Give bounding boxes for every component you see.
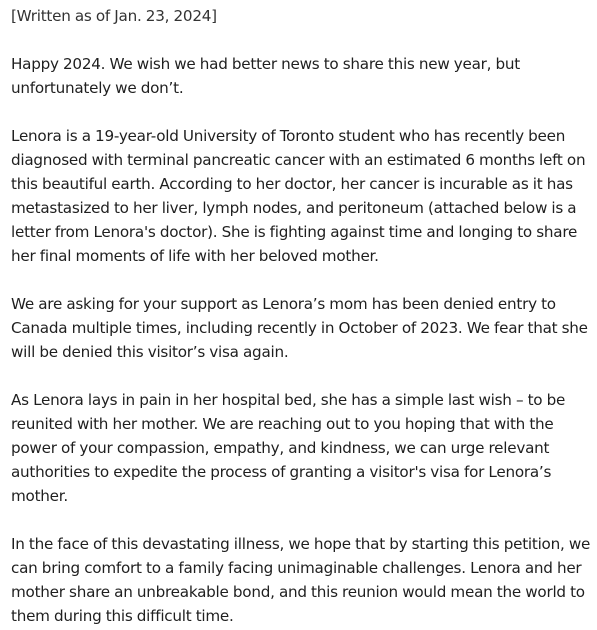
story-paragraph-closing: In the face of this devastating illness, we hope that by starting this petition, we can bring comfort to a family facing unimaginable challenges. Lenora and her mother share an unbreakable bond, and this reunion would mean the world to them during this difficult time. [11,535,591,625]
date-note: [Written as of Jan. 23, 2024] [11,7,217,25]
story-paragraph-diagnosis: Lenora is a 19-year-old University of Toronto student who has recently been diagnosed with terminal pancreatic cancer with an estimated 6 months left on this beautiful earth. According to her doctor, her cancer is incurable as it has metastasized to her liver, lymph nodes, and peritoneum (attached below is a letter from Lenora's doctor). She is fighting against time and longing to share her final moments of life with her beloved mother. [11,127,586,265]
story-paragraph-last-wish: As Lenora lays in pain in her hospital bed, she has a simple last wish – to be reunited with her mother. We are reaching out to you hoping that with the power of your compassion, empathy, and kindness, we can urge relevant authorities to expedite the process of granting a visitor's visa for Lenora’s mother. [11,391,566,505]
petition-story [0,4,597,628]
story-paragraph-visa-denial: We are asking for your support as Lenora’s mom has been denied entry to Canada multiple times, including recently in October of 2023. We fear that she will be denied this visitor’s visa again. [11,295,588,361]
story-paragraph-greeting: Happy 2024. We wish we had better news to share this new year, but unfortunately we don’t. [11,55,520,97]
